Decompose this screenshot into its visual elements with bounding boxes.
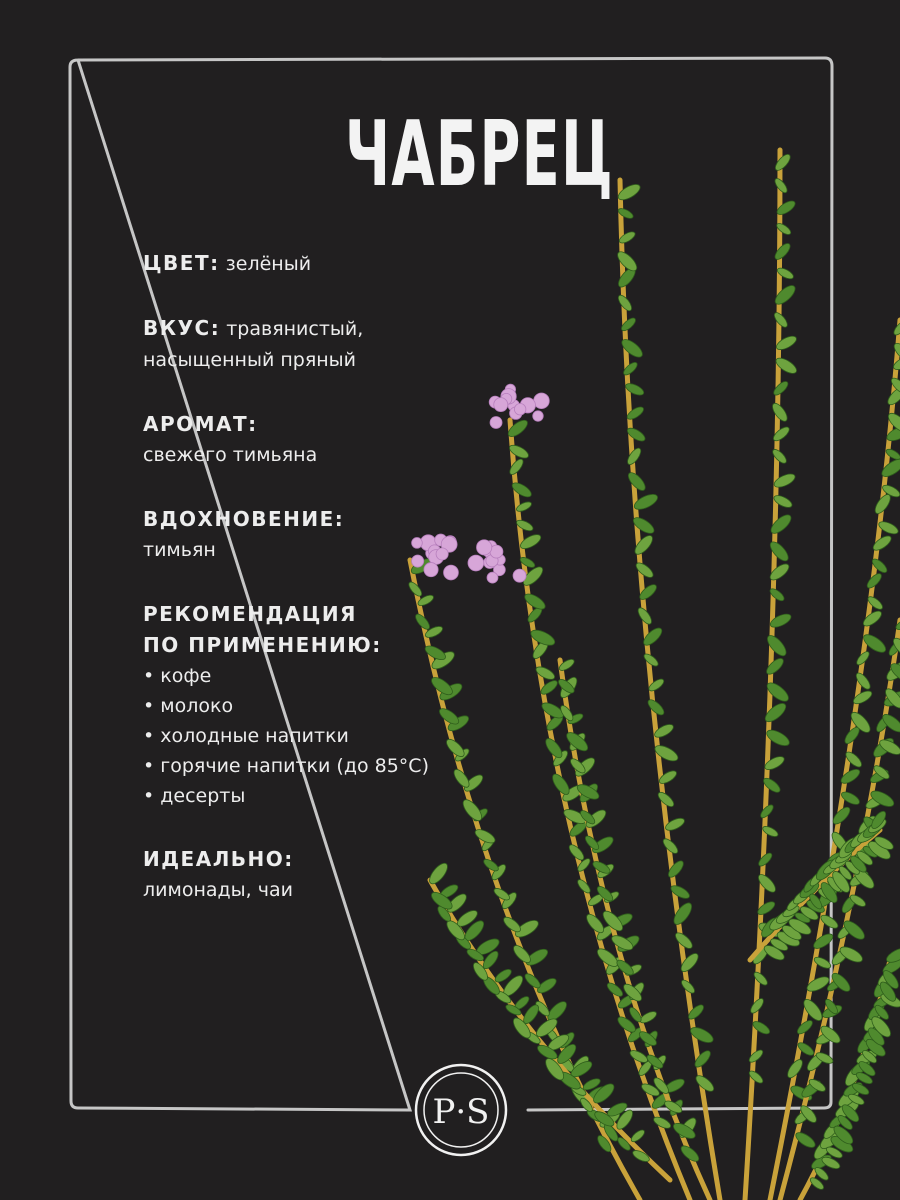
page-title: ЧАБРЕЦ [345,102,615,207]
thyme-illustration-icon [390,140,900,1200]
ideal-label: ИДЕАЛЬНО: [143,847,294,871]
list-item: • кофе [143,661,563,691]
logo-text: P·S [432,1092,490,1132]
usage-label-2: ПО ПРИМЕНЕНИЮ: [143,633,382,657]
list-item: • десерты [143,781,563,811]
inspiration-label: ВДОХНОВЕНИЕ: [143,507,345,531]
color-value: зелёный [225,253,312,275]
list-item: • молоко [143,691,563,721]
aroma-value: свежего тимьяна [143,444,318,466]
list-item: • холодные напитки [143,721,563,751]
taste-value-1: травянистый, [226,318,364,340]
color-label: ЦВЕТ: [143,251,220,275]
ps-seal-logo-icon [413,1062,509,1158]
aroma-label: АРОМАТ: [143,412,258,436]
inspiration-value: тимьян [143,539,216,561]
list-item: • горячие напитки (до 85°C) [143,751,563,781]
usage-label-1: РЕКОМЕНДАЦИЯ [143,602,357,626]
taste-label: ВКУС: [143,316,221,340]
ideal-value: лимонады, чаи [143,879,293,901]
taste-value-2: насыщенный пряный [143,349,357,371]
